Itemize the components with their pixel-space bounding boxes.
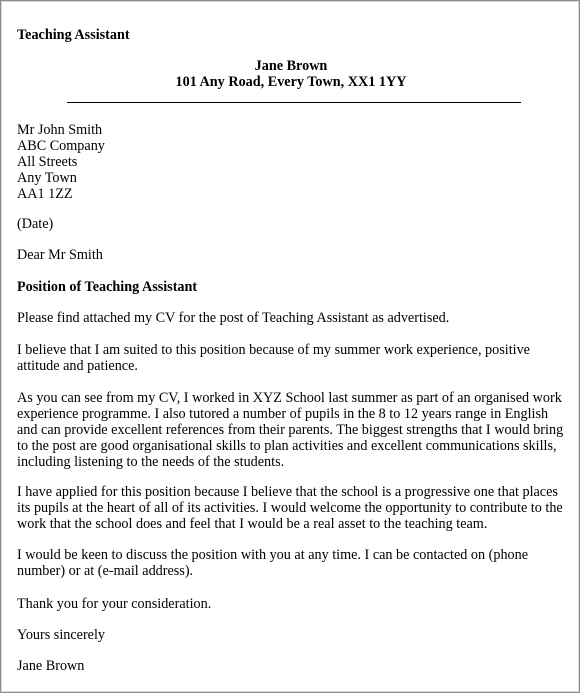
- document-title: Teaching Assistant: [17, 27, 130, 43]
- body-paragraph: I have applied for this position because I believe that the school is a progressive one that places its pupils at the heart of all of its activities. I would welcome the opportunity to contribute to the work that the school does and feel that I would be a real asset to the teaching team.: [17, 484, 563, 532]
- closing: Yours sincerely: [17, 627, 106, 643]
- recipient-line: Any Town: [17, 170, 77, 186]
- recipient-line: AA1 1ZZ: [17, 186, 73, 202]
- salutation: Dear Mr Smith: [17, 247, 103, 263]
- letter-subject: Position of Teaching Assistant: [17, 279, 198, 295]
- sender-name: Jane Brown: [254, 58, 328, 74]
- body-paragraph: I would be keen to discuss the position with you at any time. I can be contacted on (phone number) or at (e-mail address).: [17, 547, 529, 579]
- body-paragraph: Thank you for your consideration.: [17, 596, 212, 612]
- header-divider: [67, 102, 521, 103]
- body-paragraph: I believe that I am suited to this position because of my summer work experience, positive attitude and patience.: [17, 342, 530, 374]
- letter-date: (Date): [17, 216, 54, 232]
- sender-address: 101 Any Road, Every Town, XX1 1YY: [175, 74, 407, 90]
- body-paragraph: Please find attached my CV for the post of Teaching Assistant as advertised.: [17, 310, 450, 326]
- signature: Jane Brown: [17, 658, 85, 674]
- body-paragraph: As you can see from my CV, I worked in XYZ School last summer as part of an organised work experience programme. I also tutored a number of pupils in the 8 to 12 years range in English and can provide excellent references from their parents. The biggest strengths that I would bring to the post are good organisational skills to plan activities and excellent communications skills, including listening to the needs of the students.: [17, 390, 564, 470]
- recipient-line: ABC Company: [17, 138, 105, 154]
- recipient-address-block: [17, 122, 105, 202]
- recipient-line: All Streets: [17, 154, 78, 170]
- recipient-line: Mr John Smith: [17, 122, 103, 138]
